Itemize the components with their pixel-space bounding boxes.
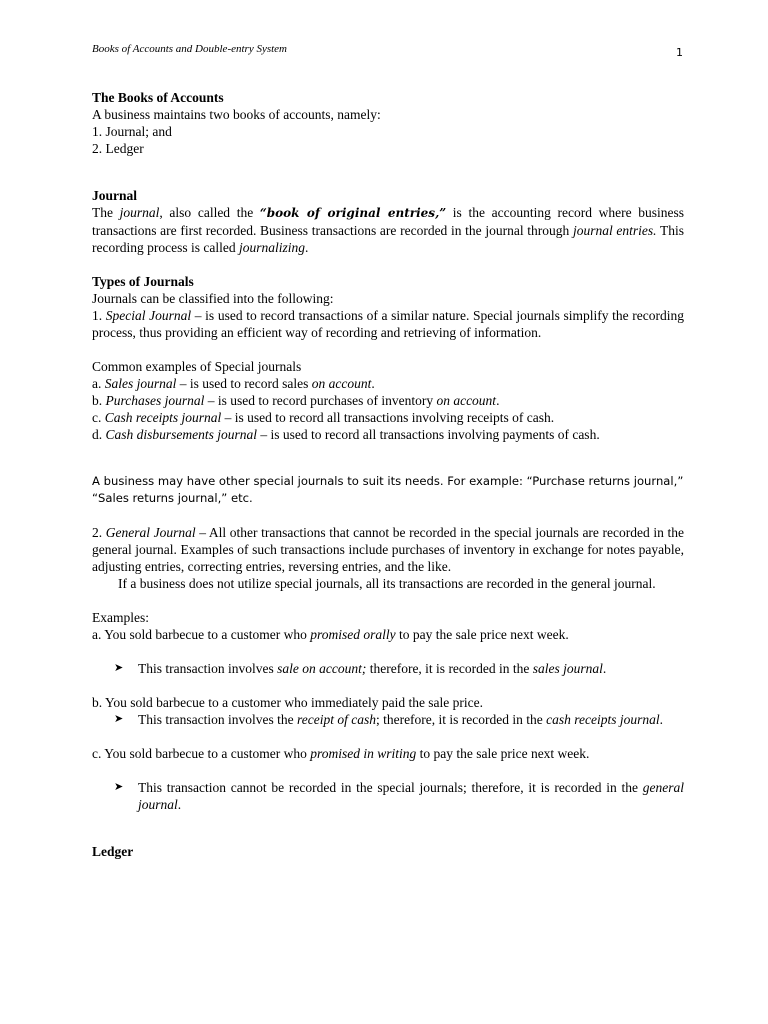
special-journal-paragraph: 1. Special Journal – is used to record transactions of a similar nature. Special journals simplify the recording process, thus providing an efficient way of recording and retrieving of information.	[92, 308, 684, 340]
example-c: c. You sold barbecue to a customer who promised in writing to pay the sale price next week.	[92, 746, 590, 761]
example-cash-disbursements-journal: d. Cash disbursements journal – is used to record all transactions involving payments of cash.	[92, 427, 600, 442]
books-item-ledger: 2. Ledger	[92, 141, 144, 156]
example-purchases-journal: b. Purchases journal – is used to record purchases of inventory on account.	[92, 393, 500, 408]
ledger-heading: Ledger	[92, 844, 134, 859]
example-cash-receipts-journal: c. Cash receipts journal – is used to record all transactions involving receipts of cash.	[92, 410, 555, 425]
common-examples-intro: Common examples of Special journals	[92, 359, 302, 374]
example-b-bullet: ➤ This transaction involves the receipt of cash; therefore, it is recorded in the cash receipts journal.	[114, 712, 663, 727]
general-journal-note: If a business does not utilize special journals, all its transactions are recorded in the general journal.	[118, 576, 656, 591]
arrowhead-icon: ➤	[114, 713, 124, 725]
header-title: Books of Accounts and Double-entry System	[92, 43, 288, 55]
journal-heading: Journal	[92, 188, 138, 203]
example-a: a. You sold barbecue to a customer who promised orally to pay the sale price next week.	[92, 627, 569, 642]
document-body	[92, 89, 684, 860]
books-intro: A business maintains two books of accounts, namely:	[92, 107, 381, 122]
example-sales-journal: a. Sales journal – is used to record sales on account.	[92, 376, 375, 391]
example-c-bullet: ➤ This transaction cannot be recorded in the special journals; therefore, it is recorded in the general journal.	[114, 780, 684, 812]
example-b: b. You sold barbecue to a customer who immediately paid the sale price.	[92, 695, 484, 710]
arrowhead-icon: ➤	[114, 781, 124, 793]
other-journals-note: A business may have other special journals to suit its needs. For example: “Purchase returns journal,” “Sales returns journal,” etc.	[92, 474, 684, 505]
general-journal-paragraph: 2. General Journal – All other transactions that cannot be recorded in the special journals are recorded in the general journal. Examples of such transactions include purchases of inventory in exchange for notes payable, adjusting entries, correcting entries, reversing entries, and the like.	[92, 525, 685, 574]
examples-heading: Examples:	[92, 610, 149, 625]
types-heading: Types of Journals	[92, 274, 194, 289]
example-a-bullet: ➤ This transaction involves sale on account; therefore, it is recorded in the sales journal.	[114, 661, 607, 676]
types-intro: Journals can be classified into the following:	[92, 291, 334, 306]
books-item-journal: 1. Journal; and	[92, 124, 172, 139]
books-heading: The Books of Accounts	[92, 90, 224, 105]
arrowhead-icon: ➤	[114, 662, 124, 674]
page-number: 1	[676, 46, 683, 59]
journal-paragraph: The journal, also called the “book of original entries,” is the accounting record where business transactions are first recorded. Business transactions are recorded in the journal through journal entries. This recording process is called journalizing.	[92, 205, 684, 255]
page-header	[92, 42, 684, 56]
